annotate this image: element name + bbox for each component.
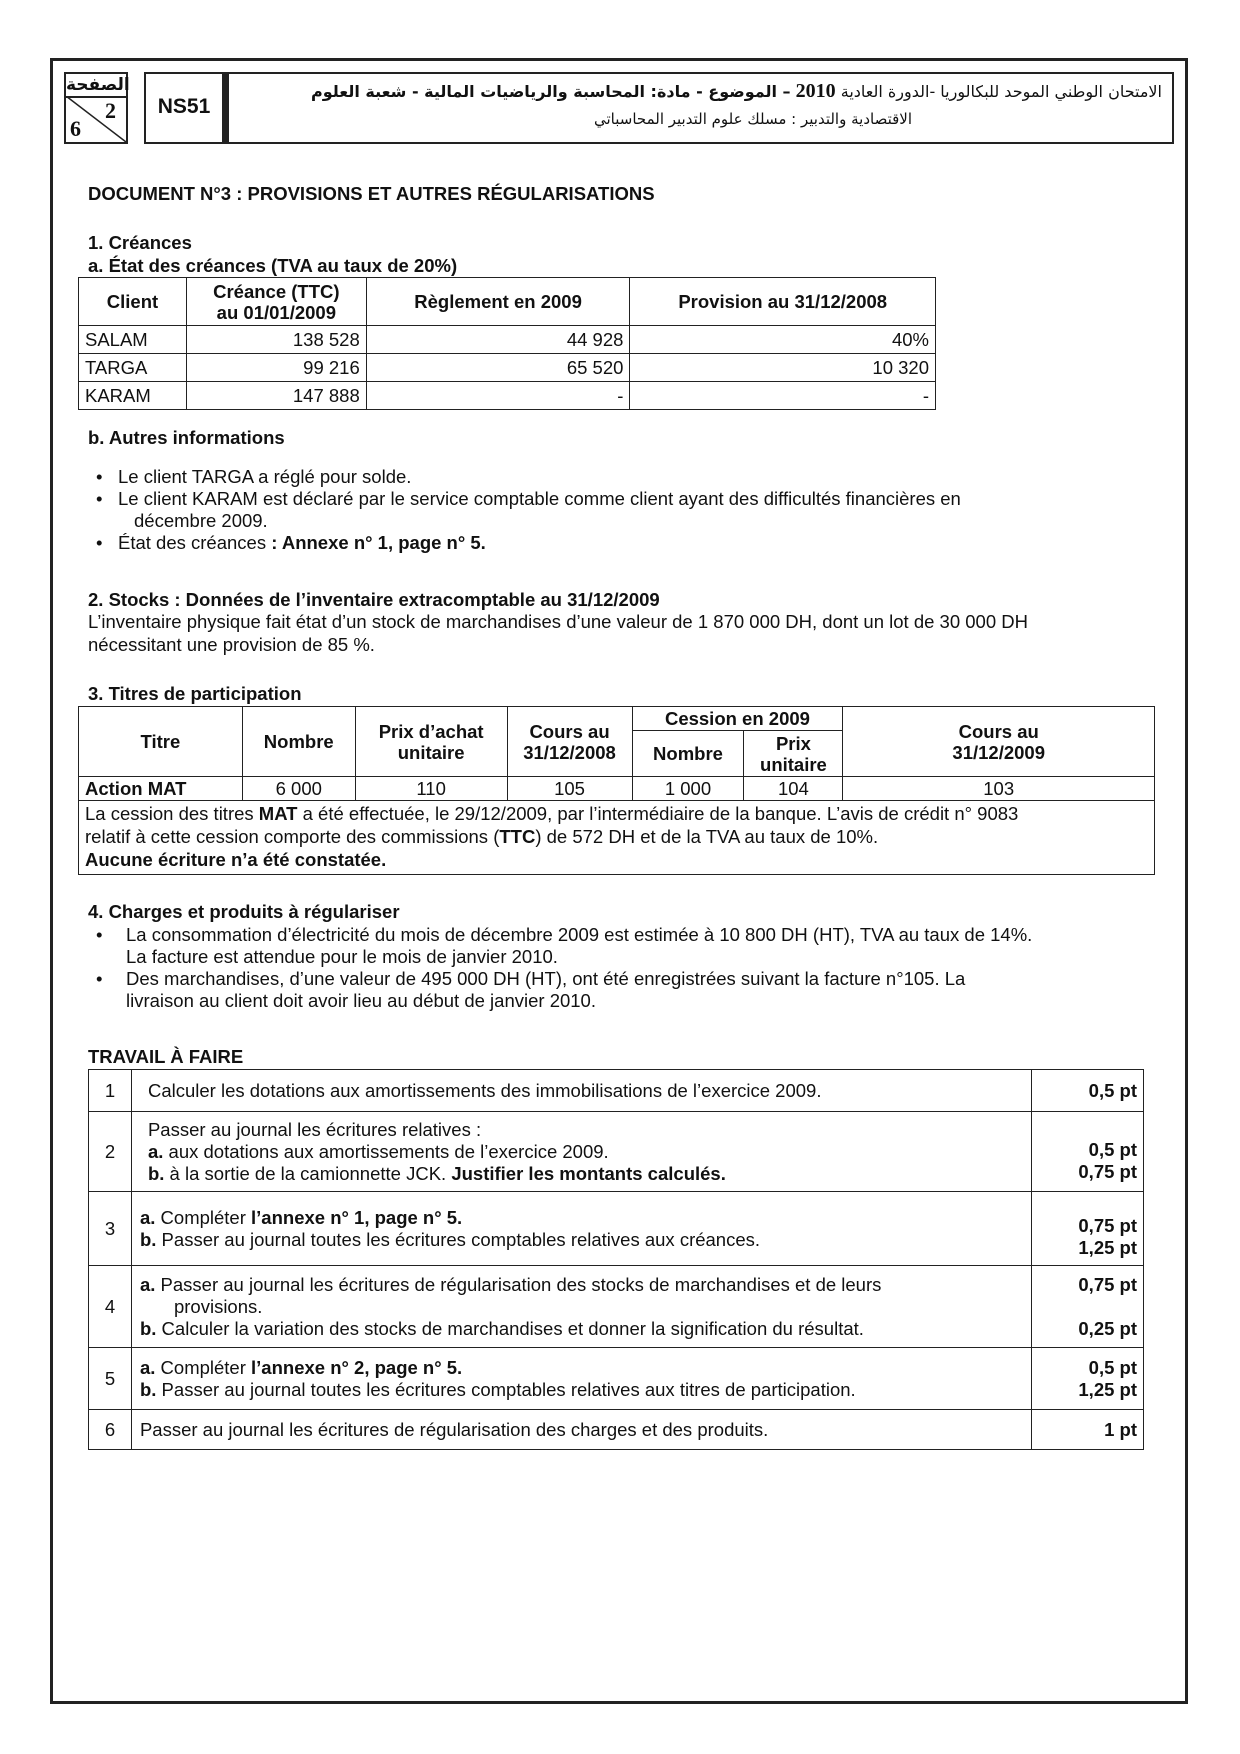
section-2-line-1: L’inventaire physique fait état d’un stock de marchandises d’une valeur de 1 870 000 DH, dont un lot de 30 000 DH [88,611,1028,632]
list-item: • État des créances : Annexe n° 1, page n° 5. [90,532,961,554]
table-row: 3 a. Compléter l’annexe n° 1, page n° 5. b. Passer au journal toutes les écritures comptables relatives aux créances. 0,75 pt 1,25 pt [89,1192,1144,1266]
col-header-cession-prix: Prix unitaire [744,731,843,777]
section-4-heading: 4. Charges et produits à régulariser [88,901,400,922]
title-part-b: – الموضوع - مادة: المحاسبة والرياضيات المالية - شعبة العلوم [311,82,791,101]
exam-title [224,72,1174,144]
title-year: 2010 [795,80,836,102]
autres-infos-list [90,466,961,554]
table-row: 1 Calculer les dotations aux amortissements des immobilisations de l’exercice 2009. 0,5 pt [89,1070,1144,1112]
section-1b-heading: b. Autres informations [88,427,285,448]
table-row: SALAM 138 528 44 928 40% [79,326,936,354]
col-header-cession: Cession en 2009 [632,707,843,731]
travail-table [88,1069,1144,1450]
creances-table [78,277,936,410]
col-header-nombre: Nombre [242,707,355,777]
page-label: الصفحة [66,74,126,98]
section-1a-heading: a. État des créances (TVA au taux de 20%) [88,255,458,276]
col-header-cours-2009: Cours au 31/12/2009 [843,707,1155,777]
col-header-reglement: Règlement en 2009 [366,278,630,326]
list-item: • Le client TARGA a réglé pour solde. [90,466,961,488]
page-current: 2 [105,98,116,123]
list-item: • Le client KARAM est déclaré par le service comptable comme client ayant des difficultés financières en décembre 2009. [90,488,961,532]
table-row: 2 Passer au journal les écritures relatives : a. aux dotations aux amortissements de l’exercice 2009. b. à la sortie de la camionnette JCK. Justifier les montants calculés. 0,5 pt 0,75 pt [89,1112,1144,1192]
col-header-titre: Titre [79,707,243,777]
col-header-cession-nombre: Nombre [632,731,744,777]
table-row: 4 a. Passer au journal les écritures de régularisation des stocks de marchandises et de leurs provisions. b. Calculer la variation des stocks de marchandises et donner la signification du résultat. 0,75 pt 0,25 pt [89,1266,1144,1348]
col-header-client: Client [79,278,187,326]
title-part-a: الامتحان الوطني الموحد للبكالوريا -الدورة العادية [840,82,1162,101]
list-item: • La consommation d’électricité du mois de décembre 2009 est estimée à 10 800 DH (HT), TVA au taux de 14%. La facture est attendue pour le mois de janvier 2010. [90,924,1032,968]
table-row: TARGA 99 216 65 520 10 320 [79,354,936,382]
col-header-prix-achat: Prix d’achat unitaire [355,707,507,777]
table-row: 6 Passer au journal les écritures de régularisation des charges et des produits. 1 pt [89,1410,1144,1450]
page-number-box [64,72,128,144]
col-header-creance: Créance (TTC) au 01/01/2009 [186,278,366,326]
regularisations-list [90,924,1032,1012]
exam-header [64,72,1174,146]
document-title: DOCUMENT N°3 : PROVISIONS ET AUTRES RÉGULARISATIONS [88,183,655,204]
table-row: Action MAT 6 000 110 105 1 000 104 103 [79,777,1155,801]
col-header-provision: Provision au 31/12/2008 [630,278,936,326]
titres-table [78,706,1155,875]
cession-note: La cession des titres MAT a été effectuée, le 29/12/2009, par l’intermédiaire de la banque. L’avis de crédit n° 9083 relatif à cette cession comporte des commissions (TTC) de 572 DH et de la TVA au taux de 10%. Aucune écriture n’a été constatée. [79,801,1155,875]
section-2-heading: 2. Stocks : Données de l’inventaire extracomptable au 31/12/2009 [88,589,660,610]
title-line-2: الاقتصادية والتدبير : مسلك علوم التدبير المحاسباتي [593,110,912,128]
section-3-heading: 3. Titres de participation [88,683,302,704]
travail-heading: TRAVAIL À FAIRE [88,1046,244,1067]
section-2-line-2: nécessitant une provision de 85 %. [88,634,375,655]
exam-code: NS51 [144,72,224,144]
table-row: KARAM 147 888 - - [79,382,936,410]
table-row: 5 a. Compléter l’annexe n° 2, page n° 5. b. Passer au journal toutes les écritures comptables relatives aux titres de participation. 0,5 pt 1,25 pt [89,1348,1144,1410]
page-total: 6 [70,116,81,141]
col-header-cours-2008: Cours au 31/12/2008 [507,707,632,777]
list-item: • Des marchandises, d’une valeur de 495 000 DH (HT), ont été enregistrées suivant la facture n°105. La livraison au client doit avoir lieu au début de janvier 2010. [90,968,1032,1012]
section-1-heading: 1. Créances [88,232,192,253]
